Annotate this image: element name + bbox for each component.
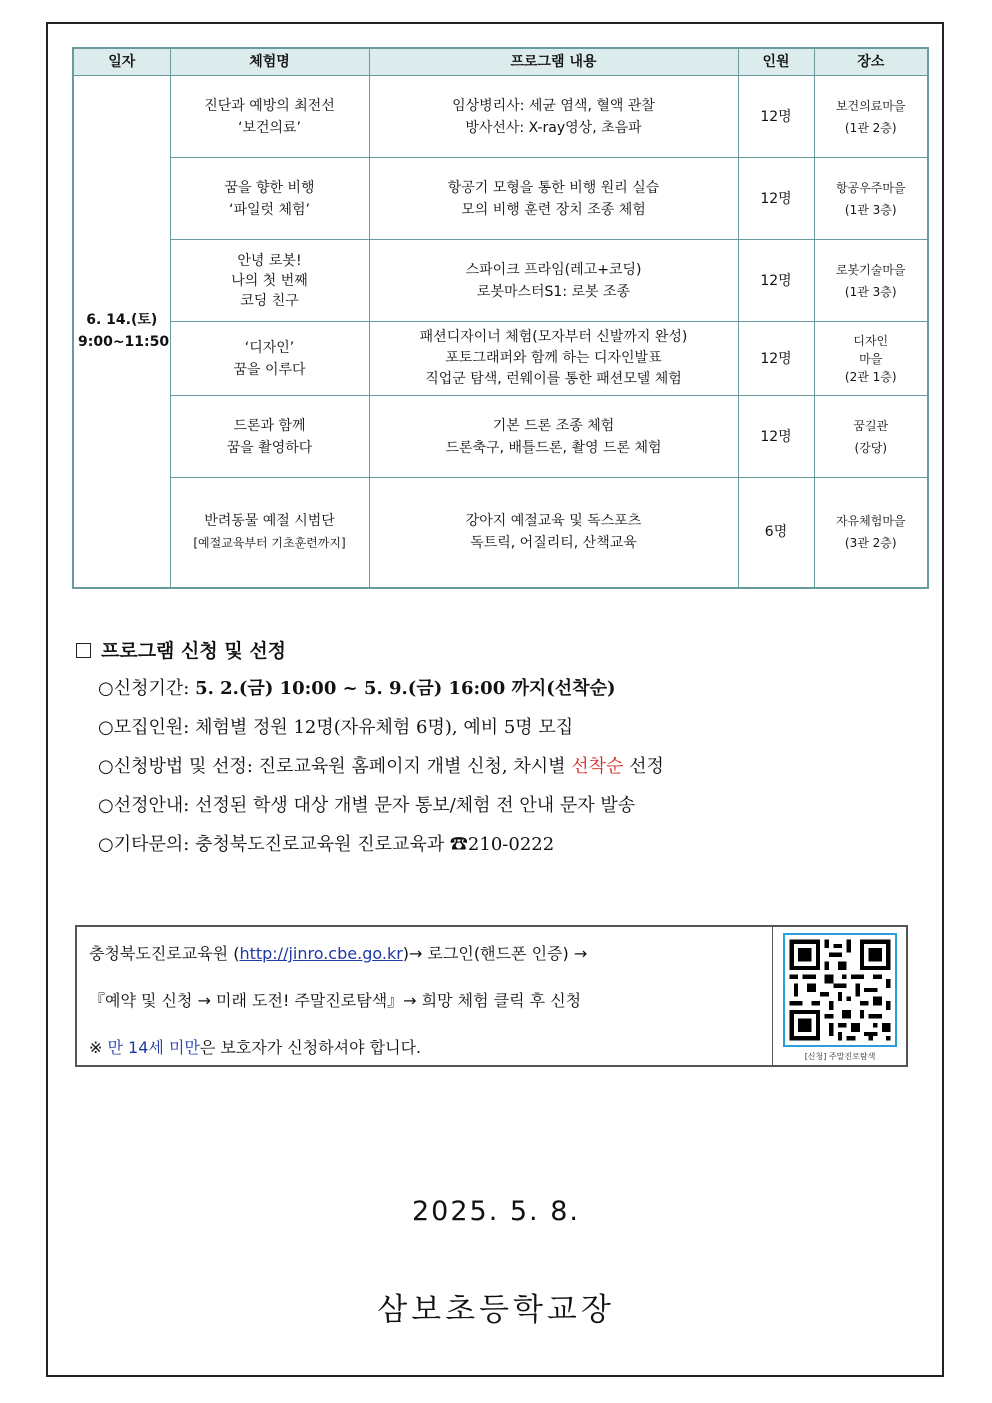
schedule-table (72, 47, 929, 589)
info-box (75, 925, 908, 1067)
circle-bullet-icon: ○ (98, 717, 114, 738)
name-cell (170, 322, 369, 396)
content-cell (369, 322, 738, 396)
place-line: 보건의료마을 (835, 98, 906, 113)
name-line: 진단과 예방의 최전선 (204, 97, 335, 114)
item-text: 5. 2.(금) 10:00 ~ 5. 9.(금) 16:00 까지(선착순) (195, 678, 616, 699)
place-line: 자유체험마을 (835, 514, 906, 529)
table-header-row (73, 48, 928, 76)
item-text: 충청북도진로교육원 진로교육과 ☎210-0222 (195, 834, 555, 855)
count-cell: 12명 (738, 322, 814, 396)
name-line: ‘디자인’ (244, 339, 295, 356)
name-cell (170, 478, 369, 588)
info-text: )→ 로그인(핸드폰 인증) → (402, 944, 588, 963)
item-text: 선정된 학생 대상 개별 문자 통보/체험 전 안내 문자 발송 (195, 795, 636, 816)
item-label: 기타문의: (113, 834, 196, 855)
table-row (73, 158, 928, 240)
content-line: 임상병리사: 세균 염색, 혈액 관찰 (452, 97, 655, 114)
circle-bullet-icon: ○ (98, 834, 114, 855)
table-row (73, 76, 928, 158)
content-cell (369, 240, 738, 322)
count-cell: 6명 (738, 478, 814, 588)
name-line: ‘보건의료’ (238, 119, 301, 136)
item-label: 신청기간: (113, 678, 196, 699)
content-cell (369, 478, 738, 588)
header-count: 인원 (738, 48, 814, 76)
content-cell (369, 76, 738, 158)
place-line: 디자인 (853, 333, 889, 348)
place-line: (1관 3층) (844, 284, 897, 299)
header-date: 일자 (73, 48, 170, 76)
content-line: 로봇마스터S1: 로봇 조종 (476, 283, 631, 300)
item-highlight: 선착순 (571, 756, 624, 777)
content-line: 모의 비행 훈련 장치 조종 체험 (461, 201, 646, 218)
content-line: 패션디자이너 체험(모자부터 신발까지 완성) (419, 329, 688, 345)
name-line: 드론과 함께 (233, 417, 306, 434)
header-program-name: 체험명 (170, 48, 369, 76)
name-line: 코딩 친구 (240, 292, 299, 309)
content-line: 직업군 탐색, 런웨이를 통한 패션모델 체험 (425, 371, 682, 387)
count-cell: 12명 (738, 396, 814, 478)
name-note: [예절교육부터 기초훈련까지] (193, 536, 346, 551)
name-cell (170, 240, 369, 322)
qr-code-icon[interactable] (783, 933, 897, 1047)
count-cell: 12명 (738, 76, 814, 158)
name-line: ‘파일럿 체험’ (229, 201, 310, 218)
header-place: 장소 (814, 48, 928, 76)
list-item (98, 711, 664, 750)
section-item-list (98, 672, 664, 867)
content-cell (369, 158, 738, 240)
signature: 삼보초등학교장 (377, 1292, 615, 1328)
name-cell (170, 158, 369, 240)
place-cell (814, 478, 928, 588)
item-text: 체험별 정원 12명(자유체험 6명), 예비 5명 모집 (195, 717, 574, 738)
item-label: 모집인원: (113, 717, 196, 738)
name-line: 꿈을 이루다 (233, 361, 306, 378)
place-line: (3관 2층) (844, 536, 897, 551)
circle-bullet-icon: ○ (98, 678, 114, 699)
name-cell (170, 396, 369, 478)
item-text: 진로교육원 홈페이지 개별 신청, 차시별 (258, 756, 572, 777)
name-cell (170, 76, 369, 158)
content-line: 스파이크 프라임(레고+코딩) (465, 261, 642, 278)
list-item (98, 789, 664, 828)
content-line: 독트릭, 어질리티, 산책교육 (470, 535, 637, 552)
qr-label: [신청] 주말진로탐색 (804, 1052, 876, 1061)
table-row (73, 322, 928, 396)
content-line: 항공기 모형을 통한 비행 원리 실습 (447, 179, 660, 196)
circle-bullet-icon: ○ (98, 756, 114, 777)
info-line-3 (89, 1027, 587, 1074)
place-line: (1관 2층) (844, 120, 897, 135)
place-cell (814, 322, 928, 396)
qr-panel (772, 927, 907, 1065)
section-title: 프로그램 신청 및 선정 (101, 640, 287, 662)
age-highlight: 만 14세 미만 (107, 1038, 200, 1057)
info-lines (89, 933, 587, 1074)
info-line-1 (89, 933, 587, 980)
place-line: (강당) (854, 440, 888, 455)
content-cell (369, 396, 738, 478)
table-row (73, 240, 928, 322)
count-cell: 12명 (738, 158, 814, 240)
header-program-content: 프로그램 내용 (369, 48, 738, 76)
content-line: 방사선사: X-ray영상, 초음파 (465, 119, 642, 136)
name-line: 꿈을 촬영하다 (226, 439, 313, 456)
info-line-2: 『예약 및 신청 → 미래 도전! 주말진로탐색』→ 희망 체험 클릭 후 신청 (89, 991, 582, 1010)
document-date: 2025. 5. 8. (412, 1196, 580, 1227)
place-cell (814, 396, 928, 478)
content-line: 드론축구, 배틀드론, 촬영 드론 체험 (445, 439, 662, 456)
place-line: 로봇기술마을 (835, 262, 906, 277)
info-text: 은 보호자가 신청하셔야 합니다. (199, 1038, 422, 1057)
info-text: 충청북도진로교육원 ( (89, 944, 240, 963)
checkbox-square-icon (76, 643, 91, 658)
date-cell (73, 76, 170, 588)
list-item (98, 828, 664, 867)
item-label: 신청방법 및 선정: (113, 756, 259, 777)
place-line: (1관 3층) (844, 202, 897, 217)
name-line: 안녕 로봇! (237, 252, 302, 269)
homepage-link[interactable]: http://jinro.cbe.go.kr (239, 944, 403, 963)
section-heading (76, 636, 286, 663)
content-line: 기본 드론 조종 체험 (492, 417, 615, 434)
table-row (73, 478, 928, 588)
place-line: 항공우주마을 (835, 180, 906, 195)
time-text: 9:00~11:50 (78, 334, 170, 351)
list-item (98, 750, 664, 789)
place-line: (2관 1층) (844, 369, 897, 384)
place-cell (814, 240, 928, 322)
content-line: 포토그래퍼와 함께 하는 디자인발표 (445, 350, 662, 366)
content-line: 강아지 예절교육 및 독스포츠 (465, 513, 642, 530)
name-line: 꿈을 향한 비행 (224, 179, 315, 196)
name-line: 나의 첫 번째 (231, 272, 308, 289)
circle-bullet-icon: ○ (98, 795, 114, 816)
table-row (73, 396, 928, 478)
name-line: 반려동물 예절 시범단 (204, 513, 335, 530)
date-text: 6. 14.(토) (86, 312, 158, 329)
place-cell (814, 76, 928, 158)
place-line: 꿈길관 (853, 418, 889, 433)
place-line: 마을 (859, 351, 883, 366)
item-label: 선정안내: (113, 795, 196, 816)
list-item (98, 672, 664, 711)
info-text: ※ (89, 1038, 108, 1057)
place-cell (814, 158, 928, 240)
item-text-post: 선정 (623, 756, 664, 777)
count-cell: 12명 (738, 240, 814, 322)
